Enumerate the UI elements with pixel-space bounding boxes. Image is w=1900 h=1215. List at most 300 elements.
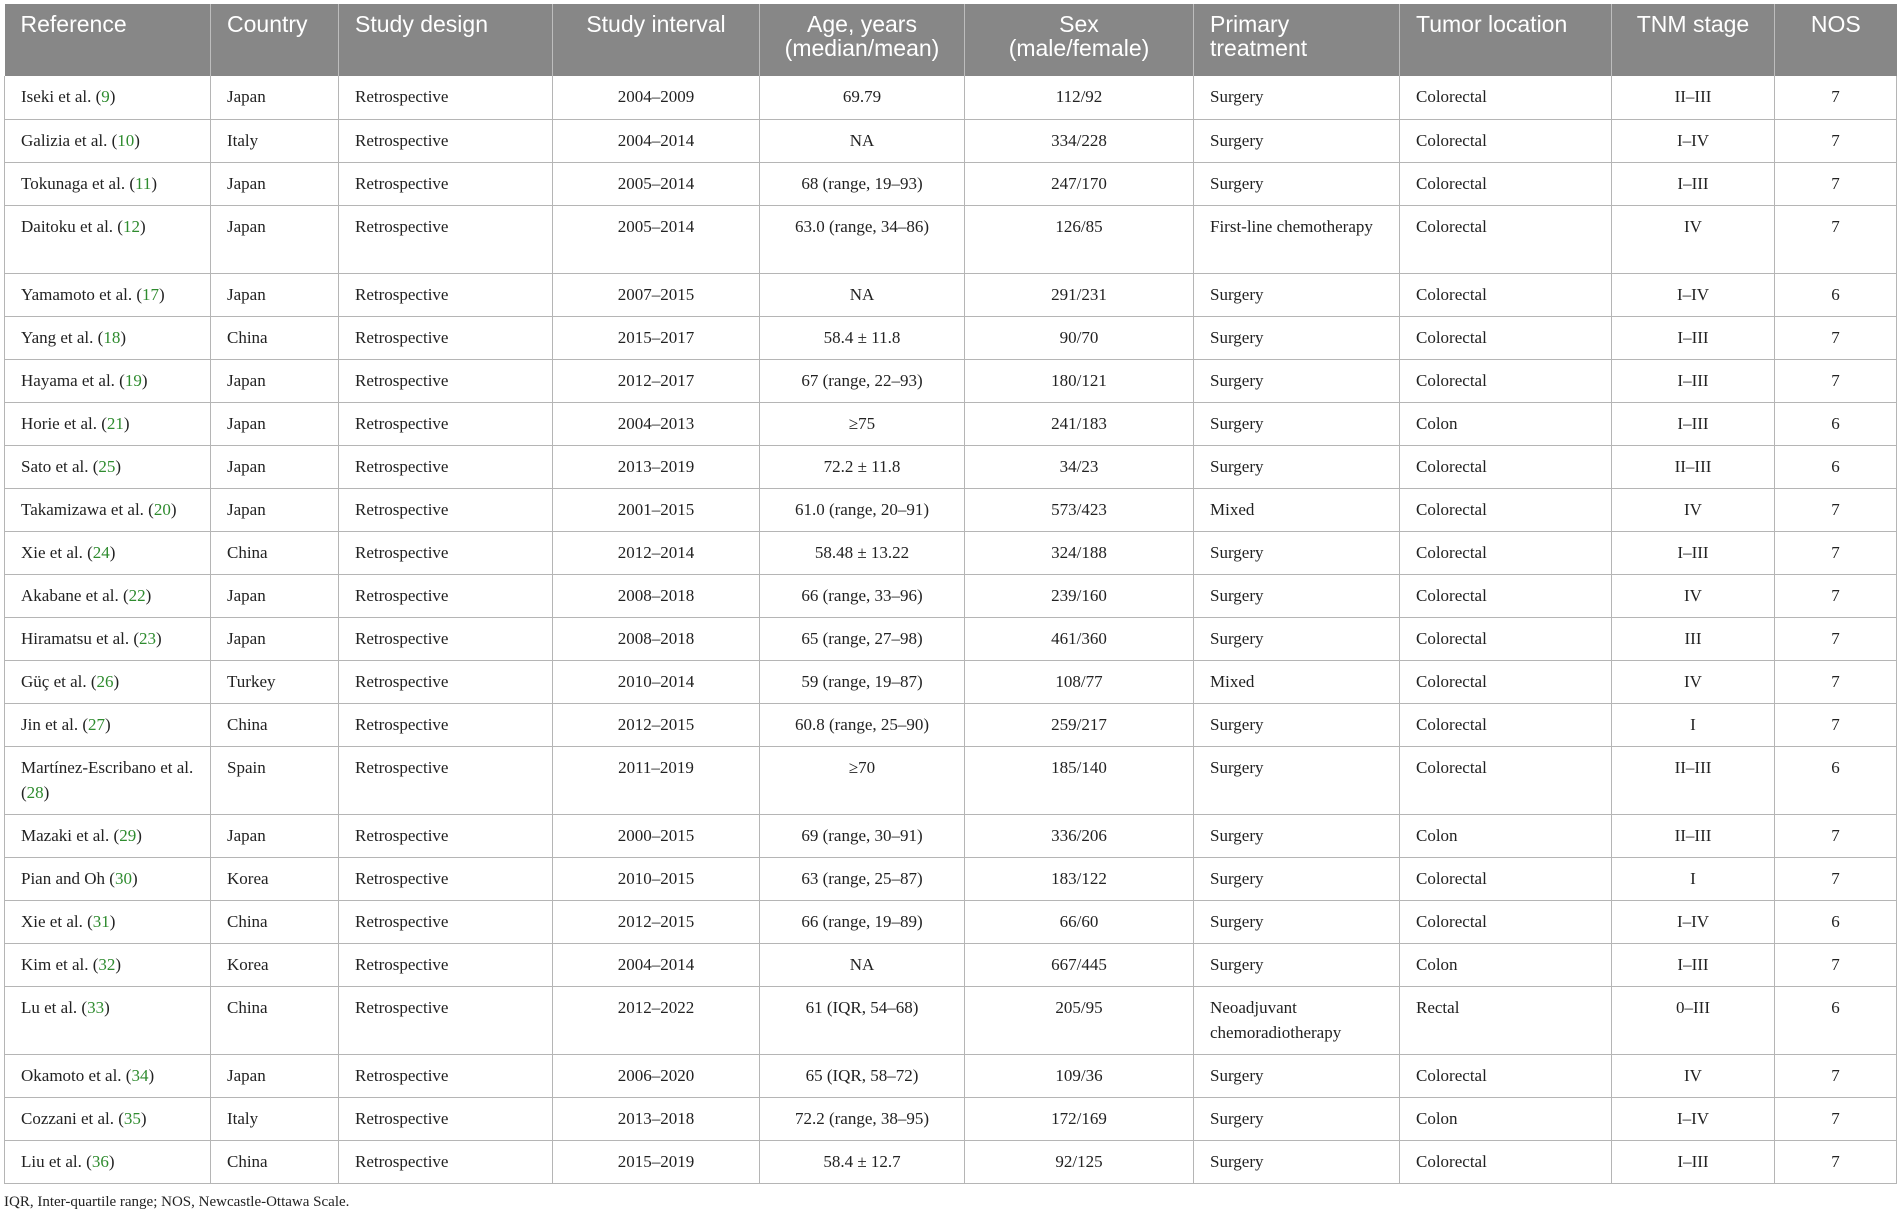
reference-link[interactable]: 30 (114, 868, 132, 888)
reference-author: Hiramatsu et al. ( (21, 628, 140, 648)
cell-tnm-stage: I–III (1612, 531, 1775, 574)
cell-tnm-stage: III (1612, 617, 1775, 660)
cell-reference (5, 273, 211, 316)
cell-tumor-location: Colorectal (1400, 703, 1612, 746)
cell-country: Japan (211, 359, 339, 402)
header-reference: Reference (5, 4, 211, 76)
reference-close-paren: ) (145, 585, 152, 605)
cell-study-design: Retrospective (339, 574, 553, 617)
cell-sex: 112/92 (965, 76, 1194, 119)
reference-author: Yang et al. ( (21, 327, 104, 347)
reference-link[interactable]: 20 (153, 499, 171, 519)
reference-link[interactable]: 27 (88, 714, 106, 734)
cell-primary-treatment: Surgery (1194, 162, 1400, 205)
table-row (5, 162, 1897, 205)
cell-study-interval: 2010–2014 (553, 660, 760, 703)
cell-age: 61.0 (range, 20–91) (760, 488, 965, 531)
cell-reference (5, 488, 211, 531)
cell-nos: 6 (1775, 986, 1897, 1054)
cell-nos: 6 (1775, 273, 1897, 316)
reference-author: Galizia et al. ( (21, 130, 118, 150)
cell-primary-treatment: Surgery (1194, 273, 1400, 316)
cell-tumor-location: Colorectal (1400, 119, 1612, 162)
cell-sex: 247/170 (965, 162, 1194, 205)
cell-nos: 7 (1775, 617, 1897, 660)
table-row (5, 316, 1897, 359)
cell-age: 59 (range, 19–87) (760, 660, 965, 703)
cell-sex: 66/60 (965, 900, 1194, 943)
cell-sex: 180/121 (965, 359, 1194, 402)
cell-study-interval: 2012–2017 (553, 359, 760, 402)
cell-tnm-stage: I–IV (1612, 273, 1775, 316)
cell-study-design: Retrospective (339, 531, 553, 574)
cell-study-design: Retrospective (339, 814, 553, 857)
cell-study-interval: 2010–2015 (553, 857, 760, 900)
cell-age: 72.2 ± 11.8 (760, 445, 965, 488)
cell-sex: 126/85 (965, 205, 1194, 273)
reference-close-paren: ) (156, 628, 162, 648)
table-row (5, 205, 1897, 273)
cell-nos: 7 (1775, 574, 1897, 617)
cell-tnm-stage: IV (1612, 574, 1775, 617)
header-study-design: Study design (339, 4, 553, 76)
cell-age: ≥70 (760, 746, 965, 814)
cell-age: 61 (IQR, 54–68) (760, 986, 965, 1054)
reference-author: Tokunaga et al. ( (21, 173, 135, 193)
cell-study-interval: 2012–2022 (553, 986, 760, 1054)
cell-tnm-stage: II–III (1612, 814, 1775, 857)
cell-age: 72.2 (range, 38–95) (760, 1097, 965, 1140)
cell-study-design: Retrospective (339, 986, 553, 1054)
reference-close-paren: ) (139, 216, 146, 236)
cell-nos: 7 (1775, 857, 1897, 900)
cell-country: Japan (211, 617, 339, 660)
table-body (5, 76, 1897, 1183)
reference-author: Pian and Oh ( (21, 868, 115, 888)
cell-tumor-location: Colorectal (1400, 273, 1612, 316)
cell-country: Japan (211, 574, 339, 617)
cell-study-interval: 2012–2015 (553, 703, 760, 746)
reference-close-paren: ) (104, 997, 110, 1017)
cell-primary-treatment: First-line chemotherapy (1194, 205, 1400, 273)
cell-tumor-location: Colon (1400, 1097, 1612, 1140)
cell-study-design: Retrospective (339, 1054, 553, 1097)
cell-primary-treatment: Mixed (1194, 660, 1400, 703)
cell-study-design: Retrospective (339, 273, 553, 316)
table-row (5, 857, 1897, 900)
cell-tumor-location: Colorectal (1400, 76, 1612, 119)
cell-tnm-stage: I–III (1612, 943, 1775, 986)
cell-tnm-stage: I (1612, 703, 1775, 746)
cell-reference (5, 76, 211, 119)
cell-tumor-location: Colorectal (1400, 660, 1612, 703)
cell-reference (5, 943, 211, 986)
reference-link[interactable]: 10 (117, 130, 135, 150)
cell-reference (5, 1054, 211, 1097)
cell-primary-treatment: Surgery (1194, 1097, 1400, 1140)
cell-study-interval: 2007–2015 (553, 273, 760, 316)
cell-study-interval: 2013–2019 (553, 445, 760, 488)
cell-study-interval: 2005–2014 (553, 162, 760, 205)
cell-country: Spain (211, 746, 339, 814)
header-study-interval: Study interval (553, 4, 760, 76)
reference-link[interactable]: 23 (139, 628, 157, 648)
cell-tnm-stage: IV (1612, 205, 1775, 273)
cell-study-interval: 2004–2013 (553, 402, 760, 445)
cell-sex: 334/228 (965, 119, 1194, 162)
cell-tumor-location: Colorectal (1400, 1054, 1612, 1097)
cell-sex: 205/95 (965, 986, 1194, 1054)
cell-country: Japan (211, 402, 339, 445)
reference-author: Hayama et al. ( (21, 370, 125, 390)
cell-reference (5, 900, 211, 943)
cell-age: NA (760, 273, 965, 316)
cell-age: 58.48 ± 13.22 (760, 531, 965, 574)
header-primary-treatment: Primary treatment (1194, 4, 1400, 76)
cell-study-interval: 2005–2014 (553, 205, 760, 273)
reference-link[interactable]: 34 (131, 1065, 149, 1085)
reference-close-paren: ) (151, 173, 158, 193)
cell-country: Japan (211, 814, 339, 857)
reference-link[interactable]: 18 (103, 327, 121, 347)
cell-tnm-stage: II–III (1612, 445, 1775, 488)
cell-tumor-location: Colorectal (1400, 574, 1612, 617)
cell-tumor-location: Colorectal (1400, 746, 1612, 814)
table-row (5, 445, 1897, 488)
cell-tumor-location: Colorectal (1400, 531, 1612, 574)
cell-age: NA (760, 119, 965, 162)
cell-reference (5, 660, 211, 703)
cell-nos: 7 (1775, 531, 1897, 574)
reference-link[interactable]: 28 (26, 782, 44, 802)
cell-study-design: Retrospective (339, 1140, 553, 1183)
cell-sex: 241/183 (965, 402, 1194, 445)
cell-study-design: Retrospective (339, 943, 553, 986)
cell-study-interval: 2004–2009 (553, 76, 760, 119)
table-row (5, 488, 1897, 531)
cell-primary-treatment: Surgery (1194, 703, 1400, 746)
cell-country: Japan (211, 76, 339, 119)
header-sex: Sex (male/female) (965, 4, 1194, 76)
cell-nos: 7 (1775, 1097, 1897, 1140)
cell-nos: 7 (1775, 162, 1897, 205)
cell-study-design: Retrospective (339, 703, 553, 746)
cell-primary-treatment: Surgery (1194, 746, 1400, 814)
table-row (5, 943, 1897, 986)
cell-study-design: Retrospective (339, 119, 553, 162)
cell-primary-treatment: Surgery (1194, 531, 1400, 574)
cell-tnm-stage: IV (1612, 488, 1775, 531)
cell-study-design: Retrospective (339, 316, 553, 359)
table-row (5, 814, 1897, 857)
studies-table-container (4, 4, 1896, 1184)
cell-reference (5, 359, 211, 402)
cell-tnm-stage: IV (1612, 1054, 1775, 1097)
cell-nos: 7 (1775, 488, 1897, 531)
cell-nos: 6 (1775, 900, 1897, 943)
cell-age: 65 (IQR, 58–72) (760, 1054, 965, 1097)
reference-close-paren: ) (148, 1065, 155, 1085)
cell-nos: 7 (1775, 943, 1897, 986)
reference-close-paren: ) (141, 370, 148, 390)
cell-country: Korea (211, 857, 339, 900)
table-row (5, 746, 1897, 814)
cell-country: China (211, 986, 339, 1054)
cell-sex: 573/423 (965, 488, 1194, 531)
cell-reference (5, 531, 211, 574)
reference-link[interactable]: 9 (101, 87, 110, 106)
table-row (5, 402, 1897, 445)
cell-sex: 92/125 (965, 1140, 1194, 1183)
cell-sex: 259/217 (965, 703, 1194, 746)
table-row (5, 703, 1897, 746)
table-row (5, 900, 1897, 943)
cell-nos: 7 (1775, 359, 1897, 402)
cell-tnm-stage: IV (1612, 660, 1775, 703)
reference-author: Jin et al. ( (21, 714, 89, 734)
reference-author: Güç et al. ( (21, 671, 97, 691)
header-country: Country (211, 4, 339, 76)
reference-close-paren: ) (115, 954, 122, 974)
reference-link[interactable]: 32 (98, 954, 116, 974)
cell-nos: 7 (1775, 814, 1897, 857)
cell-nos: 7 (1775, 1140, 1897, 1183)
reference-link[interactable]: 36 (91, 1151, 109, 1171)
reference-close-paren: ) (136, 825, 142, 845)
cell-primary-treatment: Surgery (1194, 1054, 1400, 1097)
reference-close-paren: ) (123, 413, 130, 433)
header-nos: NOS (1775, 4, 1897, 76)
cell-nos: 7 (1775, 76, 1897, 119)
cell-tnm-stage: I–IV (1612, 119, 1775, 162)
cell-sex: 239/160 (965, 574, 1194, 617)
table-row (5, 986, 1897, 1054)
reference-close-paren: ) (109, 87, 116, 106)
table-row (5, 119, 1897, 162)
cell-tumor-location: Colorectal (1400, 316, 1612, 359)
cell-reference (5, 119, 211, 162)
cell-tnm-stage: 0–III (1612, 986, 1775, 1054)
cell-reference (5, 617, 211, 660)
cell-study-design: Retrospective (339, 359, 553, 402)
reference-link[interactable]: 35 (123, 1108, 141, 1128)
reference-link[interactable]: 19 (124, 370, 142, 390)
cell-primary-treatment: Mixed (1194, 488, 1400, 531)
cell-study-design: Retrospective (339, 205, 553, 273)
cell-tumor-location: Colorectal (1400, 359, 1612, 402)
reference-author: Lu et al. ( (21, 997, 88, 1017)
reference-author: Iseki et al. ( (21, 87, 102, 106)
table-footnote: IQR, Inter-quartile range; NOS, Newcastle-Ottawa Scale. (4, 1194, 350, 1210)
reference-author: Horie et al. ( (21, 413, 107, 433)
cell-nos: 6 (1775, 402, 1897, 445)
cell-primary-treatment: Surgery (1194, 900, 1400, 943)
cell-reference (5, 746, 211, 814)
table-row (5, 1054, 1897, 1097)
cell-study-interval: 2006–2020 (553, 1054, 760, 1097)
cell-tnm-stage: II–III (1612, 76, 1775, 119)
cell-sex: 108/77 (965, 660, 1194, 703)
cell-primary-treatment: Surgery (1194, 574, 1400, 617)
cell-country: Turkey (211, 660, 339, 703)
cell-study-interval: 2013–2018 (553, 1097, 760, 1140)
table-row (5, 359, 1897, 402)
cell-primary-treatment: Surgery (1194, 445, 1400, 488)
cell-country: Korea (211, 943, 339, 986)
cell-country: Japan (211, 445, 339, 488)
cell-age: 58.4 ± 11.8 (760, 316, 965, 359)
cell-age: 69.79 (760, 76, 965, 119)
reference-close-paren: ) (159, 284, 165, 304)
reference-close-paren: ) (105, 714, 111, 734)
cell-tumor-location: Colorectal (1400, 445, 1612, 488)
cell-tnm-stage: I–IV (1612, 900, 1775, 943)
header-row (5, 4, 1897, 76)
reference-author: Xie et al. ( (21, 911, 93, 931)
cell-study-design: Retrospective (339, 76, 553, 119)
cell-tnm-stage: II–III (1612, 746, 1775, 814)
cell-primary-treatment: Neoadjuvant chemoradiotherapy (1194, 986, 1400, 1054)
reference-close-paren: ) (109, 542, 116, 562)
cell-nos: 7 (1775, 119, 1897, 162)
reference-author: Cozzani et al. ( (21, 1108, 124, 1128)
cell-sex: 291/231 (965, 273, 1194, 316)
reference-link[interactable]: 25 (98, 456, 116, 476)
cell-country: Japan (211, 1054, 339, 1097)
cell-sex: 667/445 (965, 943, 1194, 986)
cell-reference (5, 445, 211, 488)
cell-sex: 336/206 (965, 814, 1194, 857)
table-row (5, 660, 1897, 703)
cell-country: Japan (211, 488, 339, 531)
cell-sex: 324/188 (965, 531, 1194, 574)
cell-primary-treatment: Surgery (1194, 76, 1400, 119)
cell-study-interval: 2012–2014 (553, 531, 760, 574)
reference-link[interactable]: 26 (96, 671, 114, 691)
reference-link[interactable]: 33 (87, 997, 105, 1017)
cell-country: Japan (211, 273, 339, 316)
reference-close-paren: ) (108, 1151, 115, 1171)
reference-close-paren: ) (109, 911, 116, 931)
cell-nos: 7 (1775, 660, 1897, 703)
cell-age: 67 (range, 22–93) (760, 359, 965, 402)
reference-author: Liu et al. ( (21, 1151, 92, 1171)
cell-country: China (211, 703, 339, 746)
reference-link[interactable]: 17 (142, 284, 160, 304)
cell-tumor-location: Colon (1400, 402, 1612, 445)
cell-tnm-stage: I–III (1612, 402, 1775, 445)
cell-study-interval: 2012–2015 (553, 900, 760, 943)
cell-study-design: Retrospective (339, 488, 553, 531)
reference-author: Kim et al. ( (21, 954, 99, 974)
reference-close-paren: ) (120, 327, 126, 347)
reference-author: Takamizawa et al. ( (21, 499, 154, 519)
cell-sex: 34/23 (965, 445, 1194, 488)
cell-sex: 461/360 (965, 617, 1194, 660)
cell-tumor-location: Colorectal (1400, 162, 1612, 205)
reference-author: Okamoto et al. ( (21, 1065, 132, 1085)
cell-tumor-location: Colorectal (1400, 857, 1612, 900)
cell-tnm-stage: I–III (1612, 1140, 1775, 1183)
cell-tumor-location: Colorectal (1400, 1140, 1612, 1183)
cell-reference (5, 402, 211, 445)
cell-country: Japan (211, 205, 339, 273)
reference-link[interactable]: 11 (135, 173, 152, 193)
reference-link[interactable]: 29 (119, 825, 137, 845)
cell-sex: 109/36 (965, 1054, 1194, 1097)
cell-study-interval: 2015–2019 (553, 1140, 760, 1183)
header-age: Age, years (median/mean) (760, 4, 965, 76)
cell-primary-treatment: Surgery (1194, 402, 1400, 445)
reference-close-paren: ) (113, 671, 120, 691)
cell-country: China (211, 900, 339, 943)
cell-sex: 185/140 (965, 746, 1194, 814)
cell-reference (5, 703, 211, 746)
reference-link[interactable]: 22 (128, 585, 146, 605)
cell-study-interval: 2000–2015 (553, 814, 760, 857)
cell-study-design: Retrospective (339, 660, 553, 703)
cell-tumor-location: Rectal (1400, 986, 1612, 1054)
table-row (5, 1097, 1897, 1140)
cell-study-design: Retrospective (339, 445, 553, 488)
cell-study-design: Retrospective (339, 746, 553, 814)
cell-tumor-location: Colon (1400, 943, 1612, 986)
reference-link[interactable]: 31 (92, 911, 110, 931)
cell-primary-treatment: Surgery (1194, 359, 1400, 402)
cell-tnm-stage: I–III (1612, 316, 1775, 359)
reference-link[interactable]: 21 (106, 413, 124, 433)
cell-tumor-location: Colorectal (1400, 617, 1612, 660)
cell-tumor-location: Colon (1400, 814, 1612, 857)
cell-study-design: Retrospective (339, 1097, 553, 1140)
cell-age: 66 (range, 19–89) (760, 900, 965, 943)
cell-study-design: Retrospective (339, 617, 553, 660)
reference-link[interactable]: 12 (122, 216, 140, 236)
table-row (5, 531, 1897, 574)
reference-author: Martínez-Escribano et al. ( (21, 757, 194, 802)
cell-tnm-stage: I (1612, 857, 1775, 900)
cell-age: 63.0 (range, 34–86) (760, 205, 965, 273)
reference-author: Yamamoto et al. ( (21, 284, 143, 304)
cell-primary-treatment: Surgery (1194, 316, 1400, 359)
cell-reference (5, 986, 211, 1054)
reference-close-paren: ) (140, 1108, 147, 1128)
table-row (5, 574, 1897, 617)
cell-sex: 172/169 (965, 1097, 1194, 1140)
cell-primary-treatment: Surgery (1194, 617, 1400, 660)
cell-nos: 6 (1775, 746, 1897, 814)
cell-nos: 7 (1775, 1054, 1897, 1097)
reference-close-paren: ) (43, 782, 50, 802)
cell-tumor-location: Colorectal (1400, 900, 1612, 943)
cell-country: Italy (211, 1097, 339, 1140)
cell-nos: 7 (1775, 205, 1897, 273)
cell-nos: 7 (1775, 316, 1897, 359)
cell-reference (5, 857, 211, 900)
cell-primary-treatment: Surgery (1194, 814, 1400, 857)
cell-nos: 7 (1775, 703, 1897, 746)
reference-author: Akabane et al. ( (21, 585, 129, 605)
cell-study-interval: 2008–2018 (553, 617, 760, 660)
cell-primary-treatment: Surgery (1194, 1140, 1400, 1183)
cell-study-design: Retrospective (339, 162, 553, 205)
cell-country: China (211, 316, 339, 359)
reference-close-paren: ) (134, 130, 140, 150)
reference-author: Daitoku et al. ( (21, 216, 123, 236)
cell-country: Italy (211, 119, 339, 162)
cell-age: ≥75 (760, 402, 965, 445)
reference-link[interactable]: 24 (92, 542, 110, 562)
